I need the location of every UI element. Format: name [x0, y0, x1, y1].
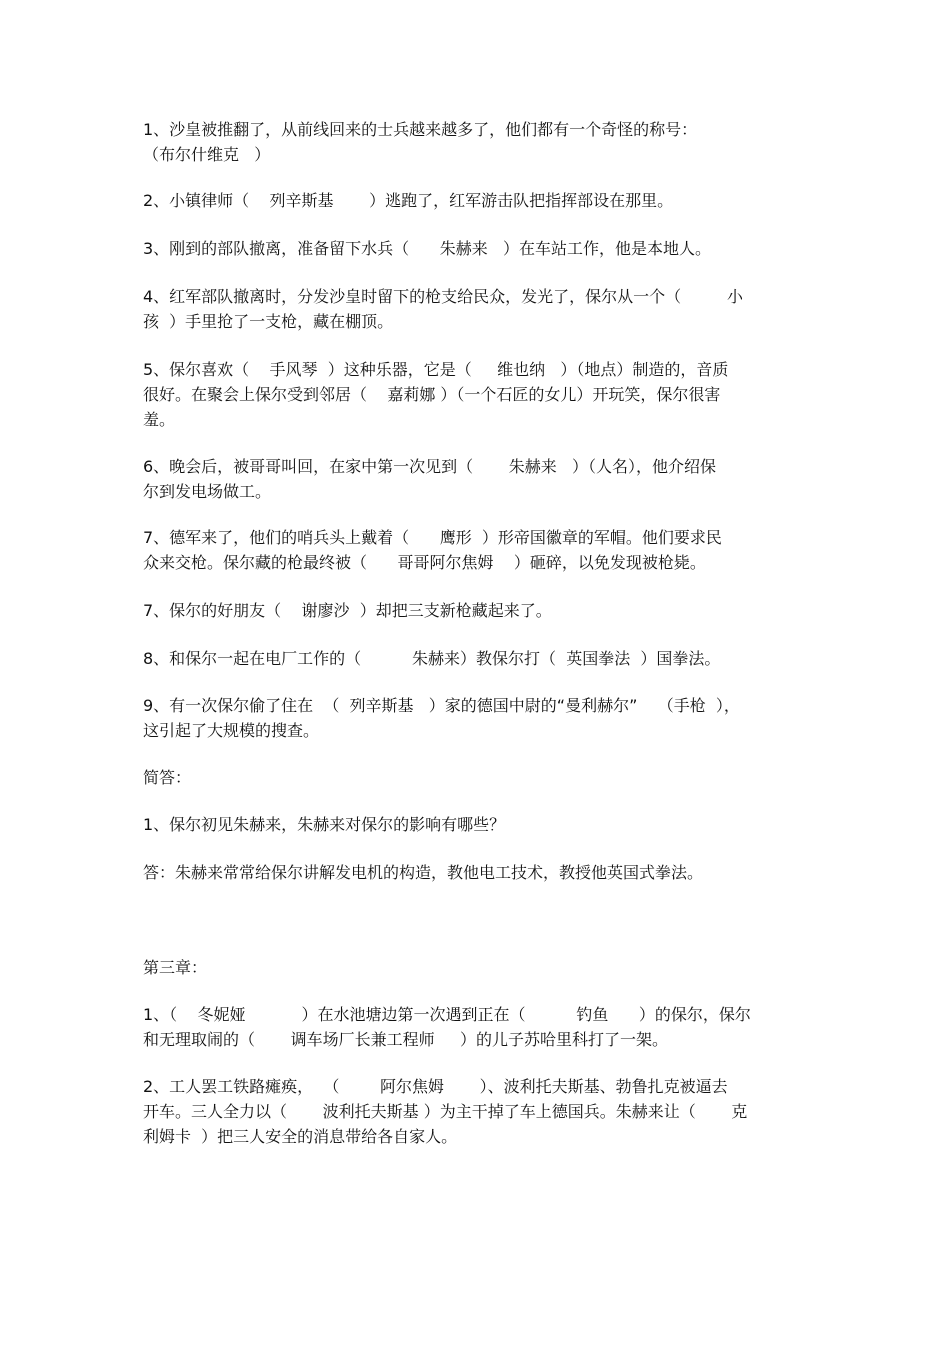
text-line: 尔到发电场做工。	[143, 482, 272, 501]
text-line: 8、和保尔一起在电厂工作的（ 朱赫来）教保尔打（ 英国拳法 ）国拳法。	[143, 649, 721, 668]
question-2	[143, 188, 813, 213]
text-line: 4、红军部队撤离时，分发沙皇时留下的枪支给民众，发光了，保尔从一个（ 小	[143, 287, 743, 306]
text-line: 众来交枪。保尔藏的枪最终被（ 哥哥阿尔焦姆 ）砸碎，以免发现被枪毙。	[143, 553, 706, 572]
question-4	[143, 284, 813, 334]
text-line: 3、刚到的部队撤离，准备留下水兵（ 朱赫来 ）在车站工作，他是本地人。	[143, 239, 711, 258]
text-line: 和无理取闹的（ 调车场厂长兼工程师 ）的儿子苏哈里科打了一架。	[143, 1030, 669, 1049]
section-heading-short-answer	[143, 765, 813, 790]
question-7a	[143, 525, 813, 575]
text-line: 2、小镇律师（ 列辛斯基 ）逃跑了，红军游击队把指挥部设在那里。	[143, 191, 674, 210]
text-line: 6、晚会后，被哥哥叫回，在家中第一次见到（ 朱赫来 ）（人名），他介绍保	[143, 457, 717, 476]
text-line: 利姆卡 ）把三人安全的消息带给各自家人。	[143, 1127, 458, 1146]
chapter3-question-2	[143, 1074, 813, 1149]
question-1	[143, 117, 813, 167]
text-line: 2、工人罢工铁路瘫痪， （ 阿尔焦姆 ）、波利托夫斯基、勃鲁扎克被逼去	[143, 1077, 728, 1096]
section-heading-chapter-3	[143, 955, 813, 980]
text-line: 5、保尔喜欢（ 手风琴 ）这种乐器，它是（ 维也纳 ）（地点）制造的，音质	[143, 360, 729, 379]
text-line: 第三章：	[143, 958, 208, 977]
question-3	[143, 236, 813, 261]
question-7b	[143, 598, 813, 623]
text-line: 7、保尔的好朋友（ 谢廖沙 ）却把三支新枪藏起来了。	[143, 601, 552, 620]
question-6	[143, 454, 813, 504]
text-line: 很好。在聚会上保尔受到邻居（ 嘉莉娜 ）（一个石匠的女儿）开玩笑，保尔很害	[143, 385, 721, 404]
question-9	[143, 693, 813, 743]
text-line: 1、沙皇被推翻了，从前线回来的士兵越来越多了，他们都有一个奇怪的称号：	[143, 120, 698, 139]
short-answer-answer	[143, 860, 813, 885]
text-line: 1、（ 冬妮娅 ）在水池塘边第一次遇到正在（ 钓鱼 ）的保尔，保尔	[143, 1005, 751, 1024]
text-line: 羞。	[143, 410, 176, 429]
text-line: 答：朱赫来常常给保尔讲解发电机的构造，教他电工技术，教授他英国式拳法。	[143, 863, 704, 882]
question-5	[143, 357, 813, 432]
question-8	[143, 646, 813, 671]
text-line: 简答：	[143, 768, 192, 787]
text-line: 7、德军来了，他们的哨兵头上戴着（ 鹰形 ）形帝国徽章的军帽。他们要求民	[143, 528, 722, 547]
text-line: 开车。三人全力以（ 波利托夫斯基 ）为主干掉了车上德国兵。朱赫来让（ 克	[143, 1102, 748, 1121]
text-line: 1、保尔初见朱赫来，朱赫来对保尔的影响有哪些？	[143, 815, 506, 834]
text-line: 孩 ）手里抢了一支枪，藏在棚顶。	[143, 312, 394, 331]
text-line: （布尔什维克 ）	[143, 145, 271, 164]
text-line: 9、有一次保尔偷了住在 （ 列辛斯基 ）家的德国中尉的“曼利赫尔” （手枪 ），	[143, 696, 740, 715]
short-answer-question	[143, 812, 813, 837]
chapter3-question-1	[143, 1002, 813, 1052]
text-line: 这引起了大规模的搜查。	[143, 721, 320, 740]
